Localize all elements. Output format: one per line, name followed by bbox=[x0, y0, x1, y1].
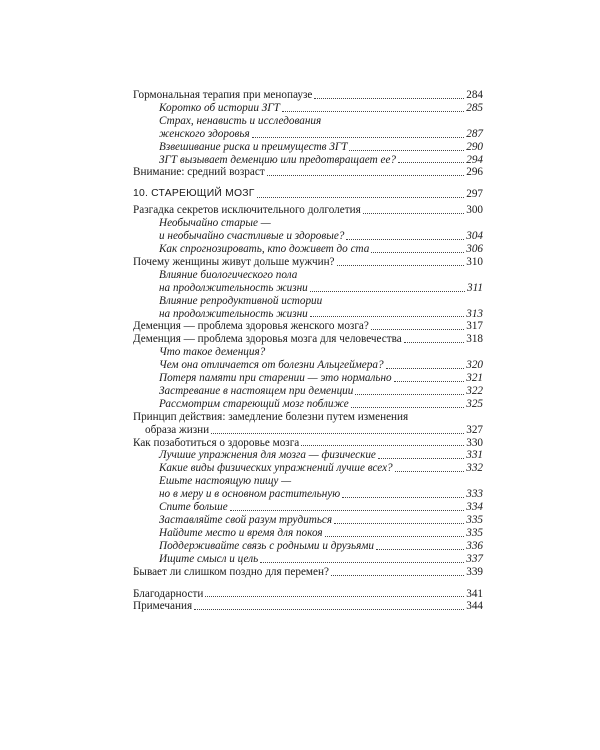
dot-leader bbox=[301, 445, 464, 446]
toc-page-number: 320 bbox=[466, 359, 483, 372]
toc-entry-title-line: Страх, ненависть и исследования bbox=[159, 114, 322, 127]
toc-page-number: 332 bbox=[466, 462, 483, 475]
toc-entry-title: Внимание: средний возраст bbox=[133, 166, 265, 179]
dot-leader bbox=[351, 407, 465, 408]
dot-leader bbox=[398, 162, 464, 163]
toc-page-number: 331 bbox=[466, 449, 483, 462]
dot-leader bbox=[386, 368, 465, 369]
toc-page-number: 296 bbox=[466, 166, 483, 179]
toc-entry[interactable] bbox=[133, 600, 483, 613]
toc-entry-title: Какие виды физических упражнений лучше всех? bbox=[159, 462, 393, 475]
spacer bbox=[133, 579, 483, 588]
toc-entry-title: ЗГТ вызывает деменцию или предотвращает ее? bbox=[159, 153, 397, 166]
toc-entry-title-line: Необычайно старые — bbox=[159, 217, 271, 230]
dot-leader bbox=[310, 291, 465, 292]
toc-entry-title-line: на продолжительность жизни bbox=[159, 281, 308, 294]
toc-entry[interactable] bbox=[133, 437, 483, 450]
toc-chapter-heading[interactable] bbox=[133, 188, 483, 201]
toc-page-number: 334 bbox=[466, 501, 483, 514]
toc-entry-title: Найдите место и время для покоя bbox=[159, 526, 323, 539]
toc-page-number: 339 bbox=[466, 565, 483, 578]
toc-entry-title-line: и необычайно счастливые и здоровые? bbox=[159, 230, 345, 243]
toc-page-number: 322 bbox=[466, 384, 483, 397]
toc-entry[interactable] bbox=[133, 333, 483, 346]
toc-subentry[interactable] bbox=[133, 553, 483, 566]
toc-subentry[interactable] bbox=[133, 372, 483, 385]
toc-subentry[interactable] bbox=[133, 243, 483, 256]
toc-entry-title: Как спрогнозировать, кто доживет до ста bbox=[159, 242, 370, 255]
toc-page-number: 294 bbox=[466, 153, 483, 166]
toc-page-number: 344 bbox=[466, 600, 483, 613]
toc-subentry[interactable] bbox=[133, 475, 483, 501]
toc-subentry[interactable] bbox=[133, 295, 483, 321]
dot-leader bbox=[342, 497, 464, 498]
dot-leader bbox=[325, 536, 465, 537]
toc-entry[interactable] bbox=[133, 89, 483, 102]
toc-subentry[interactable] bbox=[133, 501, 483, 514]
toc-entry-title-line: на продолжительность жизни bbox=[159, 307, 308, 320]
dot-leader bbox=[371, 329, 464, 330]
toc-entry[interactable] bbox=[133, 166, 483, 179]
dot-leader bbox=[282, 111, 464, 112]
dot-leader bbox=[346, 239, 464, 240]
toc-entry-title: Коротко об истории ЗГТ bbox=[159, 101, 280, 114]
toc-page-number: 318 bbox=[466, 333, 483, 346]
toc-entry-title: Рассмотрим стареющий мозг поближе bbox=[159, 397, 349, 410]
toc-page-number: 306 bbox=[466, 242, 483, 255]
toc-entry[interactable] bbox=[133, 320, 483, 333]
dot-leader bbox=[376, 549, 464, 550]
toc-entry[interactable] bbox=[133, 588, 483, 601]
toc-subentry[interactable] bbox=[133, 115, 483, 141]
toc-page-number: 317 bbox=[466, 320, 483, 333]
table-of-contents bbox=[133, 89, 483, 613]
dot-leader bbox=[267, 175, 465, 176]
dot-leader bbox=[205, 596, 464, 597]
toc-entry-title: Благодарности bbox=[133, 587, 204, 600]
toc-page-number: 330 bbox=[466, 436, 483, 449]
toc-page-number: 313 bbox=[466, 307, 483, 320]
toc-subentry[interactable] bbox=[133, 527, 483, 540]
toc-subentry[interactable] bbox=[133, 540, 483, 553]
dot-leader bbox=[331, 575, 464, 576]
toc-entry-title-line: женского здоровья bbox=[159, 127, 250, 140]
dot-leader bbox=[337, 265, 465, 266]
toc-subentry[interactable] bbox=[133, 385, 483, 398]
toc-entry-title: Взвешивание риска и преимуществ ЗГТ bbox=[159, 140, 348, 153]
toc-entry-title-line: Влияние биологического пола bbox=[159, 268, 298, 281]
dot-leader bbox=[371, 252, 464, 253]
toc-entry-title: Лучшие упражнения для мозга — физические bbox=[159, 449, 376, 462]
dot-leader bbox=[260, 562, 464, 563]
dot-leader bbox=[355, 394, 464, 395]
dot-leader bbox=[349, 150, 464, 151]
toc-entry-title: Поддерживайте связь с родными и друзьями bbox=[159, 539, 375, 552]
toc-entry-title-line: Чем она отличается от болезни Альцгеймера? bbox=[159, 359, 384, 372]
toc-page-number: 325 bbox=[466, 397, 483, 410]
toc-entry-title: Потеря памяти при старении — это нормально bbox=[159, 372, 392, 385]
toc-subentry[interactable] bbox=[133, 217, 483, 243]
toc-page-number: 336 bbox=[466, 539, 483, 552]
dot-leader bbox=[378, 458, 464, 459]
toc-page-number: 311 bbox=[467, 281, 483, 294]
toc-entry-title: Деменция — проблема здоровья женского мозга? bbox=[133, 320, 369, 333]
toc-page-number: 284 bbox=[466, 89, 483, 101]
toc-entry-title-line: Влияние репродуктивной истории bbox=[159, 294, 323, 307]
toc-subentry[interactable] bbox=[133, 346, 483, 372]
toc-entry-title-line: Что такое деменция? bbox=[159, 346, 266, 359]
toc-entry-title: Гормональная терапия при менопаузе bbox=[133, 89, 313, 101]
toc-subentry[interactable] bbox=[133, 141, 483, 154]
toc-page-number: 285 bbox=[466, 101, 483, 114]
toc-page-number: 335 bbox=[466, 526, 483, 539]
toc-subentry[interactable] bbox=[133, 462, 483, 475]
dot-leader bbox=[404, 342, 464, 343]
toc-page-number: 341 bbox=[466, 587, 483, 600]
toc-subentry[interactable] bbox=[133, 514, 483, 527]
toc-entry-title: Разгадка секретов исключительного долголетия bbox=[133, 204, 361, 217]
toc-entry-title-line: образа жизни bbox=[145, 423, 210, 436]
toc-entry-title-line: Принцип действия: замедление болезни путем изменения bbox=[133, 410, 409, 423]
toc-page-number: 335 bbox=[466, 514, 483, 526]
toc-page-number: 300 bbox=[466, 204, 483, 217]
dot-leader bbox=[252, 137, 465, 138]
toc-entry[interactable] bbox=[133, 411, 483, 437]
dot-leader bbox=[194, 609, 464, 610]
toc-entry-title: Спите больше bbox=[159, 501, 228, 514]
toc-entry-title: Примечания bbox=[133, 600, 193, 613]
dot-leader bbox=[334, 523, 464, 524]
dot-leader bbox=[363, 213, 464, 214]
toc-entry-title: Как позаботиться о здоровье мозга bbox=[133, 436, 300, 449]
toc-page-number: 290 bbox=[466, 140, 483, 153]
toc-entry-title: Деменция — проблема здоровья мозга для человечества bbox=[133, 333, 402, 346]
toc-entry-title: Застревание в настоящем при деменции bbox=[159, 384, 354, 397]
toc-page-number: 310 bbox=[466, 255, 483, 268]
toc-subentry[interactable] bbox=[133, 269, 483, 295]
toc-subentry[interactable] bbox=[133, 398, 483, 411]
toc-entry-title: Бывает ли слишком поздно для перемен? bbox=[133, 565, 329, 578]
dot-leader bbox=[230, 510, 465, 511]
chapter-title: 10. СТАРЕЮЩИЙ МОЗГ bbox=[133, 188, 255, 200]
dot-leader bbox=[394, 381, 465, 382]
toc-page-number: 327 bbox=[466, 423, 483, 436]
dot-leader bbox=[395, 471, 465, 472]
toc-entry-title: Почему женщины живут дольше мужчин? bbox=[133, 255, 335, 268]
toc-page-number: 321 bbox=[466, 372, 483, 385]
toc-subentry[interactable] bbox=[133, 154, 483, 167]
dot-leader bbox=[257, 197, 465, 198]
toc-entry-title: Заставляйте свой разум трудиться bbox=[159, 514, 333, 526]
toc-entry-title: Ищите смысл и цель bbox=[159, 552, 259, 565]
toc-page-number: 297 bbox=[466, 188, 483, 201]
dot-leader bbox=[310, 316, 464, 317]
toc-page-number: 304 bbox=[466, 230, 483, 243]
dot-leader bbox=[211, 433, 464, 434]
toc-entry[interactable] bbox=[133, 256, 483, 269]
spacer bbox=[133, 179, 483, 188]
toc-entry-title-line: но в меру и в основном растительную bbox=[159, 488, 341, 501]
toc-subentry[interactable] bbox=[133, 102, 483, 115]
toc-page-number: 337 bbox=[466, 552, 483, 565]
toc-entry-title-line: Ешьте настоящую пищу — bbox=[159, 475, 292, 488]
toc-entry[interactable] bbox=[133, 204, 483, 217]
toc-entry[interactable] bbox=[133, 566, 483, 579]
dot-leader bbox=[314, 98, 464, 99]
toc-page-number: 333 bbox=[466, 488, 483, 501]
toc-page-number: 287 bbox=[466, 127, 483, 140]
toc-subentry[interactable] bbox=[133, 449, 483, 462]
